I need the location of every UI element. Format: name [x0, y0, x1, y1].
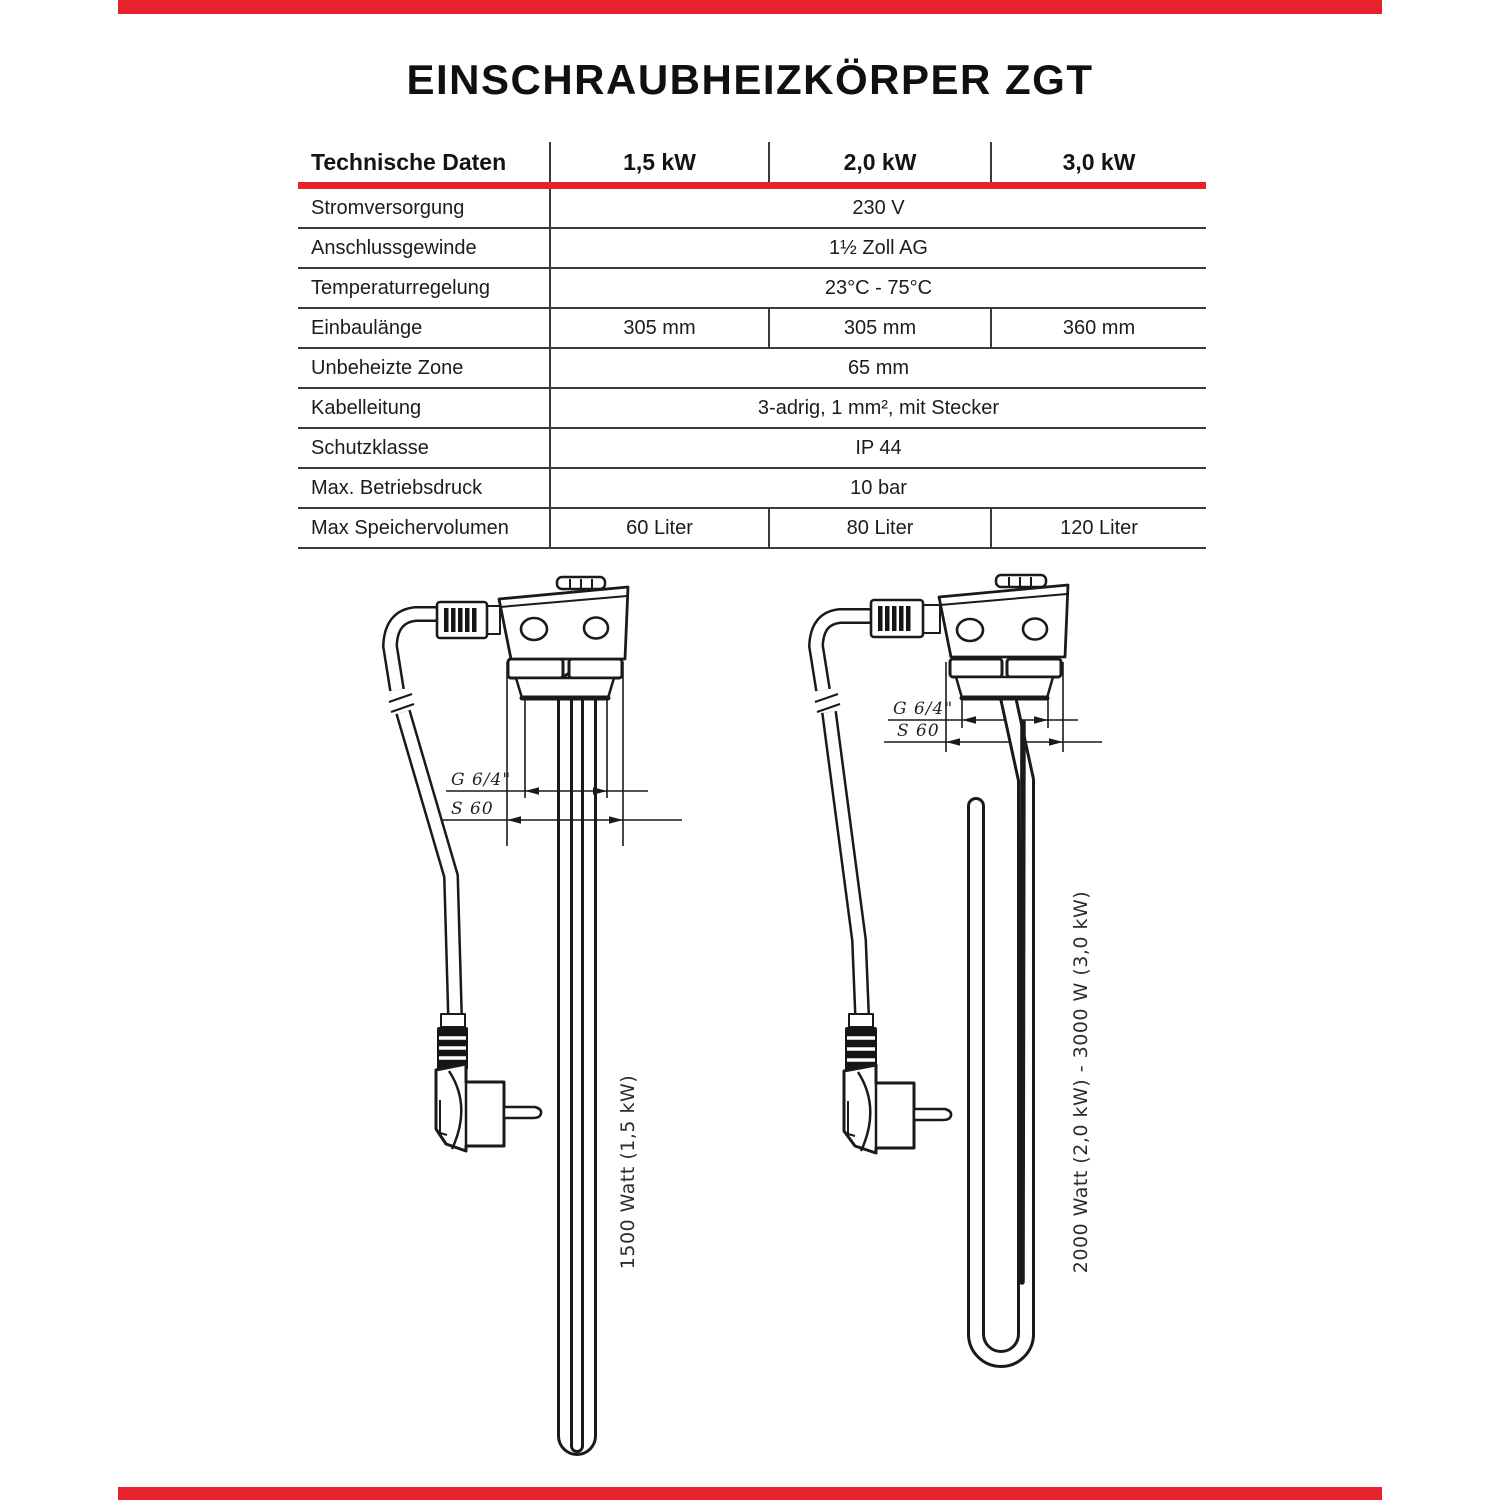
table-header [298, 142, 1206, 186]
dimension-wrench [884, 721, 1102, 746]
header-label: Technische Daten [298, 142, 550, 186]
plug-pin [914, 1109, 951, 1120]
power-rating-label: 2000 Watt (2,0 kW) - 3000 W (3,0 kW) [1070, 890, 1092, 1274]
row-value: 230 V [550, 186, 1206, 229]
header-col-1: 1,5 kW [550, 142, 769, 186]
table-row [298, 308, 1206, 348]
thread-size-label: G 6/4" [451, 770, 512, 790]
diagram-zgt-1500w [389, 577, 682, 1446]
power-rating-label: 1500 Watt (1,5 kW) [617, 1074, 639, 1270]
top-red-bar [118, 0, 1382, 14]
heating-tube-loop [976, 688, 1026, 1359]
diagram-zgt-2000-3000w [815, 575, 1102, 1359]
screw-hole [957, 619, 983, 641]
row-value: 80 Liter [769, 508, 991, 548]
table-row [298, 468, 1206, 508]
row-value: 120 Liter [991, 508, 1206, 548]
thermostat-head [939, 575, 1068, 657]
wrench-size-label: S 60 [897, 721, 940, 741]
plug-pin [504, 1107, 541, 1118]
technical-drawings [300, 555, 1250, 1485]
hex-nut [516, 678, 614, 698]
row-value: 360 mm [991, 308, 1206, 348]
row-value: 3-adrig, 1 mm², mit Stecker [550, 388, 1206, 428]
table-row [298, 388, 1206, 428]
table-row [298, 348, 1206, 388]
page-title: EINSCHRAUBHEIZKÖRPER ZGT [406, 56, 1094, 103]
spec-table-body [298, 186, 1206, 549]
header-col-3: 3,0 kW [991, 142, 1206, 186]
schuko-plug [436, 1014, 541, 1151]
screw-hole [1023, 619, 1047, 640]
bottom-red-bar [118, 1487, 1382, 1500]
row-label: Unbeheizte Zone [298, 348, 550, 388]
table-row [298, 186, 1206, 229]
hex-nut [956, 677, 1053, 698]
row-value: IP 44 [550, 428, 1206, 468]
mounting-collar [950, 659, 1061, 677]
row-label: Anschlussgewinde [298, 228, 550, 268]
row-value: 65 mm [550, 348, 1206, 388]
table-row [298, 508, 1206, 548]
thread-size-label: G 6/4" [893, 699, 954, 719]
row-label: Kabelleitung [298, 388, 550, 428]
schuko-plug [844, 1014, 951, 1153]
technical-data-table [298, 142, 1206, 549]
screw-hole [584, 618, 608, 639]
row-value: 305 mm [550, 308, 769, 348]
table-row [298, 268, 1206, 308]
wrench-size-label: S 60 [451, 799, 494, 819]
row-label: Temperaturregelung [298, 268, 550, 308]
header-col-2: 2,0 kW [769, 142, 991, 186]
row-label: Max Speichervolumen [298, 508, 550, 548]
row-label: Einbaulänge [298, 308, 550, 348]
row-value: 60 Liter [550, 508, 769, 548]
row-value: 23°C - 75°C [550, 268, 1206, 308]
cable-gland [871, 600, 940, 637]
row-label: Max. Betriebsdruck [298, 468, 550, 508]
screw-hole [521, 618, 547, 640]
row-label: Schutzklasse [298, 428, 550, 468]
power-cable [815, 616, 874, 1014]
power-cable [389, 614, 455, 1016]
cable-gland [437, 602, 500, 638]
row-value: 10 bar [550, 468, 1206, 508]
dimension-thread [446, 770, 648, 795]
row-value: 1½ Zoll AG [550, 228, 1206, 268]
table-header-row [298, 142, 1206, 186]
table-row [298, 228, 1206, 268]
row-label: Stromversorgung [298, 186, 550, 229]
thermostat-head [499, 577, 628, 659]
row-value: 305 mm [769, 308, 991, 348]
table-row [298, 428, 1206, 468]
